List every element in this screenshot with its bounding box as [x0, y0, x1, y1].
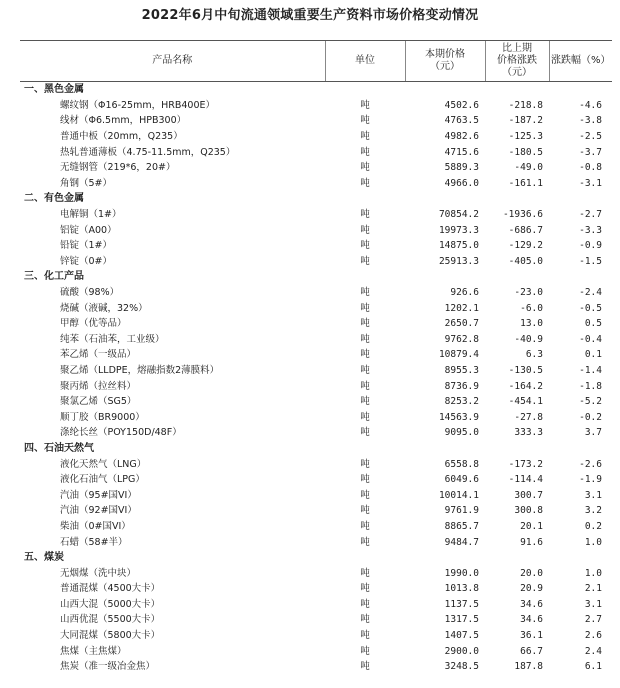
pct-cell: -2.5: [579, 131, 602, 143]
change-cell: -114.4: [508, 474, 543, 486]
table-row: [20, 176, 612, 192]
table-header-row: [20, 41, 612, 82]
table-row: [20, 425, 612, 441]
unit-cell: 吨: [360, 458, 370, 470]
price-cell: 2900.0: [444, 645, 479, 657]
change-cell: 13.0: [520, 318, 543, 330]
price-cell: 9484.7: [444, 536, 479, 548]
change-cell: -27.8: [514, 411, 543, 423]
change-cell: -49.0: [514, 162, 543, 174]
change-cell: 34.6: [520, 598, 543, 610]
change-cell: 20.0: [520, 567, 543, 579]
unit-cell: 吨: [360, 396, 370, 408]
category-row: [20, 269, 612, 285]
category-label: 三、化工产品: [24, 271, 84, 283]
unit-cell: 吨: [360, 474, 370, 486]
change-cell: 20.1: [520, 520, 543, 532]
price-cell: 4966.0: [444, 177, 479, 189]
product-name-cell: 电解铜（1#）: [60, 209, 122, 221]
product-name-cell: 柴油（0#国VI）: [60, 520, 131, 532]
product-name-cell: 甲醇（优等品）: [60, 318, 127, 330]
header-unit: 单位: [325, 41, 405, 82]
product-name-cell: 聚氯乙烯（SG5）: [60, 396, 137, 408]
table-row: [20, 113, 612, 129]
product-name-cell: 热轧普通薄板（4.75-11.5mm，Q235）: [60, 146, 236, 158]
unit-cell: 吨: [360, 99, 370, 111]
product-name-cell: 涤纶长丝（POY150D/48F）: [60, 427, 182, 439]
change-cell: 333.3: [514, 427, 543, 439]
change-cell: -187.2: [508, 115, 543, 127]
price-cell: 1990.0: [444, 567, 479, 579]
change-cell: -180.5: [508, 146, 543, 158]
pct-cell: 2.4: [584, 645, 602, 657]
change-cell: 34.6: [520, 614, 543, 626]
product-name-cell: 焦炭（准一级冶金焦）: [60, 661, 156, 673]
price-cell: 926.6: [450, 287, 479, 299]
table-row: [20, 363, 612, 379]
price-cell: 9761.9: [444, 505, 479, 517]
pct-cell: -2.4: [579, 287, 602, 299]
product-name-cell: 石蜡（58#半）: [60, 536, 128, 548]
change-cell: 20.9: [520, 583, 543, 595]
table-row: [20, 534, 612, 550]
product-name-cell: 汽油（95#国VI）: [60, 489, 137, 501]
pct-cell: -1.5: [579, 255, 602, 267]
pct-cell: 2.6: [584, 630, 602, 642]
unit-cell: 吨: [360, 583, 370, 595]
change-cell: -161.1: [508, 177, 543, 189]
unit-cell: 吨: [360, 427, 370, 439]
table-row: [20, 612, 612, 628]
table-row: [20, 456, 612, 472]
pct-cell: -2.6: [579, 458, 602, 470]
header-price: 本期价格 （元）: [405, 41, 485, 82]
pct-cell: -3.7: [579, 146, 602, 158]
change-cell: 300.8: [514, 505, 543, 517]
pct-cell: 3.1: [584, 598, 602, 610]
unit-cell: 吨: [360, 162, 370, 174]
header-name: 产品名称: [20, 41, 325, 82]
price-cell: 4982.6: [444, 131, 479, 143]
price-cell: 14875.0: [438, 240, 479, 252]
unit-cell: 吨: [360, 645, 370, 657]
product-name-cell: 液化石油气（LPG）: [60, 474, 145, 486]
table-row: [20, 643, 612, 659]
pct-cell: 3.2: [584, 505, 602, 517]
price-cell: 1317.5: [444, 614, 479, 626]
product-name-cell: 山西优混（5500大卡）: [60, 614, 161, 626]
change-cell: -125.3: [508, 131, 543, 143]
product-name-cell: 顺丁胶（BR9000）: [60, 411, 145, 423]
table-row: [20, 347, 612, 363]
unit-cell: 吨: [360, 411, 370, 423]
pct-cell: 6.1: [584, 661, 602, 673]
table-row: [20, 300, 612, 316]
product-name-cell: 无烟煤（洗中块）: [60, 567, 137, 579]
table-row: [20, 160, 612, 176]
unit-cell: 吨: [360, 177, 370, 189]
unit-cell: 吨: [360, 380, 370, 392]
change-cell: -173.2: [508, 458, 543, 470]
change-cell: -405.0: [508, 255, 543, 267]
product-name-cell: 硫酸（98%）: [60, 287, 120, 299]
table-row: [20, 129, 612, 145]
table-row: [20, 394, 612, 410]
change-cell: -454.1: [508, 396, 543, 408]
change-cell: -686.7: [508, 224, 543, 236]
change-cell: 66.7: [520, 645, 543, 657]
pct-cell: 0.5: [584, 318, 602, 330]
unit-cell: 吨: [360, 598, 370, 610]
price-cell: 1013.8: [444, 583, 479, 595]
table-row: [20, 378, 612, 394]
table-row: [20, 597, 612, 613]
change-cell: 91.6: [520, 536, 543, 548]
price-cell: 10879.4: [438, 349, 479, 361]
table-row: [20, 487, 612, 503]
product-name-cell: 铝锭（A00）: [60, 224, 117, 236]
change-cell: 187.8: [514, 661, 543, 673]
unit-cell: 吨: [360, 661, 370, 673]
product-name-cell: 纯苯（石油苯，工业级）: [60, 333, 165, 345]
table-row: [20, 207, 612, 223]
category-row: [20, 82, 612, 98]
pct-cell: 0.1: [584, 349, 602, 361]
table-row: [20, 628, 612, 644]
table-row: [20, 238, 612, 254]
unit-cell: 吨: [360, 255, 370, 267]
pct-cell: -0.8: [579, 162, 602, 174]
product-name-cell: 角钢（5#）: [60, 177, 113, 189]
pct-cell: -1.8: [579, 380, 602, 392]
unit-cell: 吨: [360, 240, 370, 252]
product-name-cell: 聚乙烯（LLDPE，熔融指数2薄膜料）: [60, 364, 220, 376]
change-cell: 300.7: [514, 489, 543, 501]
price-cell: 25913.3: [438, 255, 479, 267]
header-change: 比上期 价格涨跌 （元）: [485, 41, 549, 82]
unit-cell: 吨: [360, 131, 370, 143]
category-row: [20, 441, 612, 457]
product-name-cell: 普通中板（20mm，Q235）: [60, 131, 183, 143]
change-cell: 36.1: [520, 630, 543, 642]
product-name-cell: 螺纹钢（Φ16-25mm，HRB400E）: [60, 99, 215, 111]
unit-cell: 吨: [360, 318, 370, 330]
product-name-cell: 液化天然气（LNG）: [60, 458, 147, 470]
price-cell: 6558.8: [444, 458, 479, 470]
price-cell: 4715.6: [444, 146, 479, 158]
unit-cell: 吨: [360, 567, 370, 579]
unit-cell: 吨: [360, 614, 370, 626]
table-row: [20, 519, 612, 535]
table-row: [20, 472, 612, 488]
table-row: [20, 98, 612, 114]
price-cell: 8253.2: [444, 396, 479, 408]
pct-cell: -3.1: [579, 177, 602, 189]
table-row: [20, 565, 612, 581]
unit-cell: 吨: [360, 287, 370, 299]
product-name-cell: 聚丙烯（拉丝料）: [60, 380, 137, 392]
product-name-cell: 汽油（92#国VI）: [60, 505, 137, 517]
change-cell: -1936.6: [502, 209, 543, 221]
pct-cell: -0.5: [579, 302, 602, 314]
change-cell: -40.9: [514, 333, 543, 345]
unit-cell: 吨: [360, 146, 370, 158]
price-cell: 6049.6: [444, 474, 479, 486]
pct-cell: -4.6: [579, 99, 602, 111]
price-cell: 2650.7: [444, 318, 479, 330]
price-table: [20, 40, 612, 675]
pct-cell: 1.0: [584, 536, 602, 548]
price-cell: 1202.1: [444, 302, 479, 314]
pct-cell: -3.3: [579, 224, 602, 236]
pct-cell: 2.1: [584, 583, 602, 595]
table-row: [20, 581, 612, 597]
pct-cell: -3.8: [579, 115, 602, 127]
product-name-cell: 苯乙烯（一级品）: [60, 349, 137, 361]
price-cell: 1137.5: [444, 598, 479, 610]
change-cell: -23.0: [514, 287, 543, 299]
change-cell: -129.2: [508, 240, 543, 252]
price-cell: 8955.3: [444, 364, 479, 376]
category-row: [20, 191, 612, 207]
table-row: [20, 254, 612, 270]
category-label: 二、有色金属: [24, 193, 84, 205]
price-cell: 8736.9: [444, 380, 479, 392]
price-cell: 70854.2: [438, 209, 479, 221]
product-name-cell: 山西大混（5000大卡）: [60, 598, 161, 610]
pct-cell: 1.0: [584, 567, 602, 579]
pct-cell: -1.9: [579, 474, 602, 486]
unit-cell: 吨: [360, 115, 370, 127]
price-cell: 10014.1: [438, 489, 479, 501]
product-name-cell: 线材（Φ6.5mm，HPB300）: [60, 115, 187, 127]
change-cell: -164.2: [508, 380, 543, 392]
table-row: [20, 503, 612, 519]
table-row: [20, 659, 612, 675]
unit-cell: 吨: [360, 349, 370, 361]
unit-cell: 吨: [360, 364, 370, 376]
pct-cell: -0.9: [579, 240, 602, 252]
unit-cell: 吨: [360, 209, 370, 221]
price-cell: 19973.3: [438, 224, 479, 236]
table-row: [20, 144, 612, 160]
change-cell: 6.3: [525, 349, 543, 361]
price-cell: 9095.0: [444, 427, 479, 439]
unit-cell: 吨: [360, 505, 370, 517]
product-name-cell: 普通混煤（4500大卡）: [60, 583, 161, 595]
table-row: [20, 222, 612, 238]
table-row: [20, 285, 612, 301]
pct-cell: -0.2: [579, 411, 602, 423]
change-cell: -218.8: [508, 99, 543, 111]
unit-cell: 吨: [360, 333, 370, 345]
price-cell: 14563.9: [438, 411, 479, 423]
price-cell: 1407.5: [444, 630, 479, 642]
change-cell: -6.0: [520, 302, 543, 314]
product-name-cell: 无缝钢管（219*6，20#）: [60, 162, 176, 174]
unit-cell: 吨: [360, 520, 370, 532]
category-label: 五、煤炭: [24, 552, 64, 564]
pct-cell: 0.2: [584, 520, 602, 532]
pct-cell: 2.7: [584, 614, 602, 626]
price-cell: 5889.3: [444, 162, 479, 174]
product-name-cell: 铅锭（1#）: [60, 240, 113, 252]
unit-cell: 吨: [360, 489, 370, 501]
unit-cell: 吨: [360, 302, 370, 314]
table-body: [20, 82, 612, 675]
unit-cell: 吨: [360, 630, 370, 642]
pct-cell: -1.4: [579, 364, 602, 376]
category-label: 一、黑色金属: [24, 84, 84, 96]
price-cell: 4763.5: [444, 115, 479, 127]
product-name-cell: 焦煤（主焦煤）: [60, 645, 127, 657]
pct-cell: 3.7: [584, 427, 602, 439]
price-cell: 9762.8: [444, 333, 479, 345]
product-name-cell: 大同混煤（5800大卡）: [60, 630, 161, 642]
pct-cell: -5.2: [579, 396, 602, 408]
product-name-cell: 烧碱（液碱，32%）: [60, 302, 148, 314]
pct-cell: -2.7: [579, 209, 602, 221]
table-row: [20, 316, 612, 332]
product-name-cell: 锌锭（0#）: [60, 255, 113, 267]
page-title: 2022年6月中旬流通领域重要生产资料市场价格变动情况: [141, 8, 479, 23]
pct-cell: 3.1: [584, 489, 602, 501]
table-row: [20, 409, 612, 425]
table-row: [20, 332, 612, 348]
price-cell: 8865.7: [444, 520, 479, 532]
change-cell: -130.5: [508, 364, 543, 376]
price-cell: 4502.6: [444, 99, 479, 111]
pct-cell: -0.4: [579, 333, 602, 345]
category-label: 四、石油天然气: [24, 442, 94, 454]
header-pct: 涨跌幅（%）: [549, 41, 612, 82]
price-cell: 3248.5: [444, 661, 479, 673]
unit-cell: 吨: [360, 536, 370, 548]
category-row: [20, 550, 612, 566]
unit-cell: 吨: [360, 224, 370, 236]
